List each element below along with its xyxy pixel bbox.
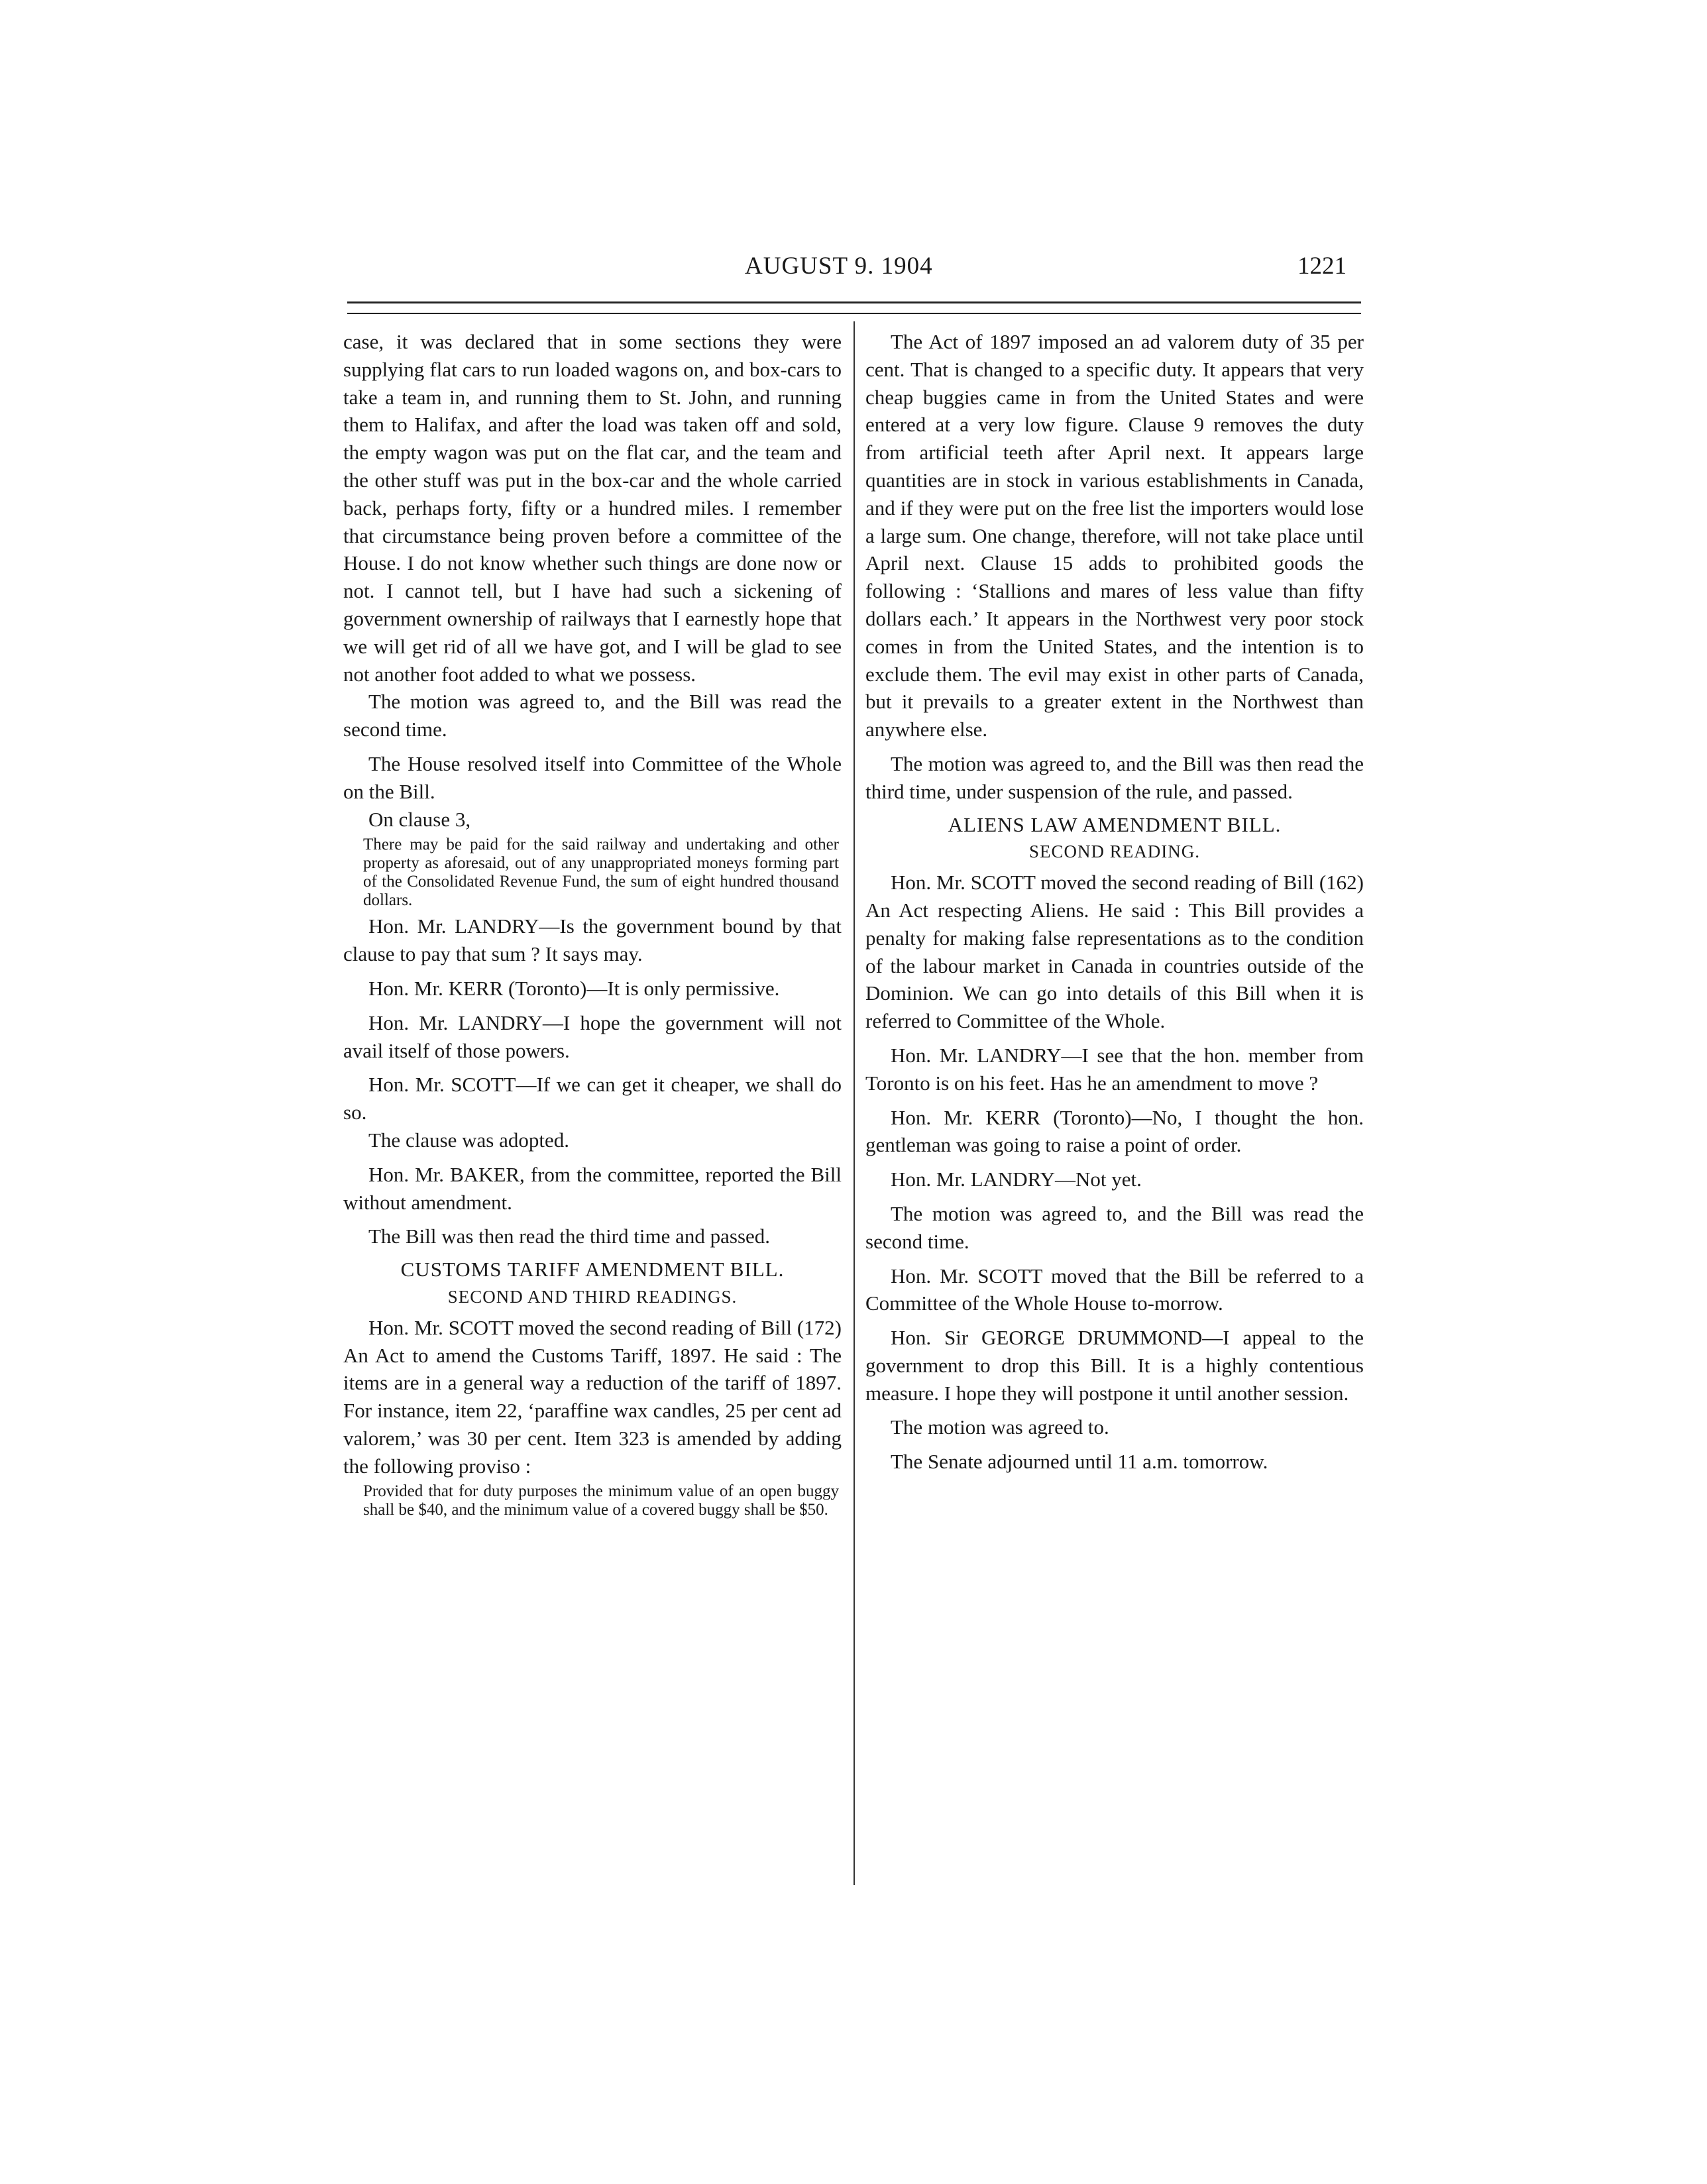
- left-column: [343, 328, 842, 1522]
- paragraph: The Senate adjourned until 11 a.m. tomorrow.: [891, 1450, 1268, 1474]
- section-title: CUSTOMS TARIFF AMENDMENT BILL.: [400, 1258, 785, 1282]
- paragraph: Hon. Mr. LANDRY—Is the government bound by that clause to pay that sum ? It says may.: [343, 914, 842, 966]
- section-subtitle: SECOND AND THIRD READINGS.: [447, 1286, 738, 1307]
- right-column: [865, 328, 1364, 1476]
- header-rule-top: [347, 301, 1361, 303]
- paragraph: Hon. Mr. LANDRY—Not yet.: [891, 1168, 1142, 1191]
- paragraph: Hon. Mr. BAKER, from the committee, reported the Bill without amendment.: [343, 1162, 842, 1214]
- paragraph: The clause was adopted.: [368, 1128, 569, 1152]
- paragraph: Hon. Mr. SCOTT—If we can get it cheaper, we shall do so.: [343, 1073, 842, 1124]
- paragraph: Hon. Mr. LANDRY—I see that the hon. member from Toronto is on his feet. Has he an amendment to move ?: [865, 1043, 1364, 1095]
- paragraph: Hon. Sir GEORGE DRUMMOND—I appeal to the government to drop this Bill. It is a highly contentious measure. I hope they will postpone it until another session.: [865, 1326, 1364, 1405]
- paragraph: Hon. Mr. KERR (Toronto)—It is only permissive.: [368, 976, 780, 1000]
- quoted-proviso: Provided that for duty purposes the minimum value of an open buggy shall be $40, and the minimum value of a covered buggy shall be $50.: [363, 1482, 839, 1519]
- paragraph: The House resolved itself into Committee of the Whole on the Bill.: [343, 751, 842, 803]
- paragraph: Hon. Mr. KERR (Toronto)—No, I thought the hon. gentleman was going to raise a point of order.: [865, 1105, 1364, 1157]
- page-date: AUGUST 9. 1904: [745, 252, 933, 280]
- section-subtitle: SECOND READING.: [1029, 842, 1200, 862]
- paragraph: On clause 3,: [368, 807, 471, 831]
- paragraph: The motion was agreed to, and the Bill was read the second time.: [343, 690, 842, 741]
- quoted-clause: There may be paid for the said railway and undertaking and other property as aforesaid, out of any unappropriated moneys forming part of the Consolidated Revenue Fund, the sum of eight hundred thousand dollars.: [363, 836, 839, 910]
- paragraph: Hon. Mr. SCOTT moved the second reading of Bill (162) An Act respecting Aliens. He said : This Bill provides a penalty for making false representations as to the condition of the labour market in Canada in countries outside of the Dominion. We can go into details of this Bill when it is referred to Committee of the Whole.: [865, 871, 1364, 1033]
- section-title: ALIENS LAW AMENDMENT BILL.: [948, 812, 1282, 836]
- paragraph: The Act of 1897 imposed an ad valorem duty of 35 per cent. That is changed to a specific duty. It appears that very cheap buggies came in from the United States and were entered at a very low figure. Clause 9 removes the duty from artificial teeth after April next. It appears large quantities are in stock in various establishments in Canada, and if they were put on the free list the importers would lose a large sum. One change, therefore, will not take place until April next. Clause 15 adds to prohibited goods the following : ‘Stallions and mares of less value than fifty dollars each.’ It appears in the Northwest very poor stock comes in from the United States, and the intention is to exclude them. The evil may exist in other parts of Canada, but it prevails to a greater extent in the Northwest than anywhere else.: [865, 330, 1364, 741]
- paragraph: Hon. Mr. SCOTT moved the second reading of Bill (172) An Act to amend the Customs Tariff, 1897. He said : The items are in a general way a reduction of the tariff of 1897. For instance, item 22, ‘paraffine wax candles, 25 per cent ad valorem,’ was 30 per cent. Item 323 is amended by adding the following proviso :: [343, 1315, 842, 1478]
- paragraph: case, it was declared that in some sections they were supplying flat cars to run loaded wagons on, and box-cars to take a team in, and running them to St. John, and running them to Halifax, and after the load was taken off and sold, the empty wagon was put on the flat car, and the team and the other stuff was put in the box-car and the whole carried back, perhaps forty, fifty or a hundred miles. I remember that circumstance being proven before a committee of the House. I do not know whether such things are done now or not. I cannot tell, but I have had such a sickening of government ownership of railways that I earnestly hope that we will get rid of all we have got, and I will be glad to see not another foot added to what we possess.: [343, 330, 842, 686]
- paragraph: The motion was agreed to, and the Bill was read the second time.: [865, 1201, 1364, 1253]
- paragraph: Hon. Mr. LANDRY—I hope the government will not avail itself of those powers.: [343, 1010, 842, 1062]
- page-number: 1221: [1297, 252, 1347, 280]
- header-rule-bottom: [347, 313, 1361, 314]
- page-header: [347, 252, 1354, 292]
- paragraph: The motion was agreed to.: [891, 1415, 1109, 1439]
- paragraph: Hon. Mr. SCOTT moved that the Bill be referred to a Committee of the Whole House to-morrow.: [865, 1264, 1364, 1315]
- paragraph: The Bill was then read the third time and passed.: [368, 1225, 771, 1248]
- column-divider: [853, 321, 855, 1885]
- paragraph: The motion was agreed to, and the Bill was then read the third time, under suspension of the rule, and passed.: [865, 751, 1364, 803]
